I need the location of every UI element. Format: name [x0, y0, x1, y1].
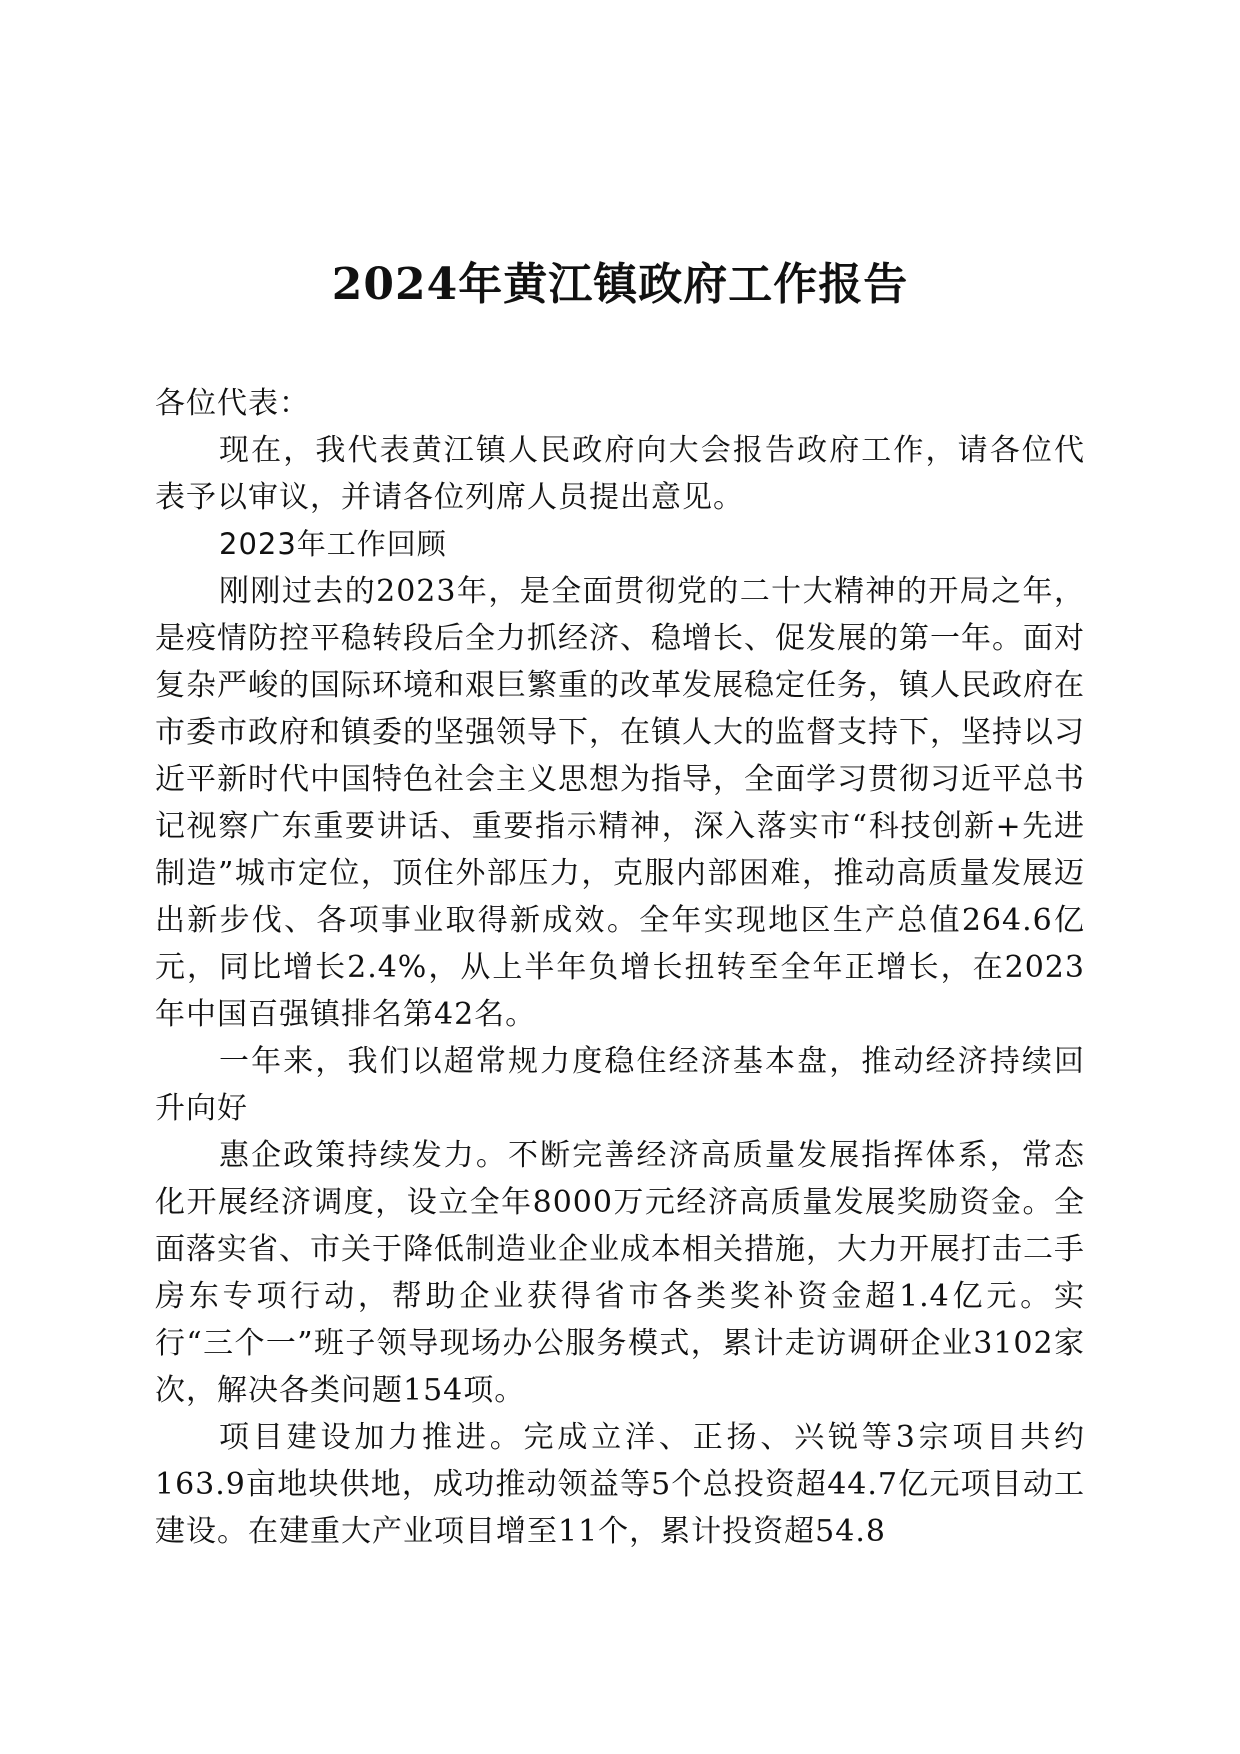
section-heading: 2023年工作回顾 — [219, 527, 447, 561]
paragraph-review: 刚刚过去的2023年，是全面贯彻党的二十大精神的开局之年，是疫情防控平稳转段后全力抓经济、稳增长、促发展的第一年。面对复杂严峻的国际环境和艰巨繁重的改革发展稳定任务，镇人民政府在市委市政府和镇委的坚强领导下，在镇人大的监督支持下，坚持以习近平新时代中国特色社会主义思想为指导，全面学习贯彻习近平总书记视察广东重要讲话、重要指示精神，深入落实市“科技创新+先进制造”城市定位，顶住外部压力，克服内部困难，推动高质量发展迈出新步伐、各项事业取得新成效。全年实现地区生产总值264.6亿元，同比增长2.4%，从上半年负增长扭转至全年正增长，在2023年中国百强镇排名第42名。 — [155, 574, 1085, 1032]
document-body — [155, 380, 1085, 1555]
paragraph-policy: 惠企政策持续发力。不断完善经济高质量发展指挥体系，常态化开展经济调度，设立全年8000万元经济高质量发展奖励资金。全面落实省、市关于降低制造业企业成本相关措施，大力开展打击二手房东专项行动，帮助企业获得省市各类奖补资金超1.4亿元。实行“三个一”班子领导现场办公服务模式，累计走访调研企业3102家次，解决各类问题154项。 — [155, 1138, 1085, 1408]
paragraph-projects: 项目建设加力推进。完成立洋、正扬、兴锐等3宗项目共约163.9亩地块供地，成功推动领益等5个总投资超44.7亿元项目动工建设。在建重大产业项目增至11个，累计投资超54.8 — [155, 1420, 1085, 1549]
paragraph-intro: 现在，我代表黄江镇人民政府向大会报告政府工作，请各位代表予以审议，并请各位列席人员提出意见。 — [155, 433, 1085, 515]
document-title: 2024年黄江镇政府工作报告 — [331, 259, 909, 310]
paragraph-economy: 一年来，我们以超常规力度稳住经济基本盘，推动经济持续回升向好 — [155, 1044, 1085, 1126]
salutation: 各位代表： — [155, 386, 310, 421]
